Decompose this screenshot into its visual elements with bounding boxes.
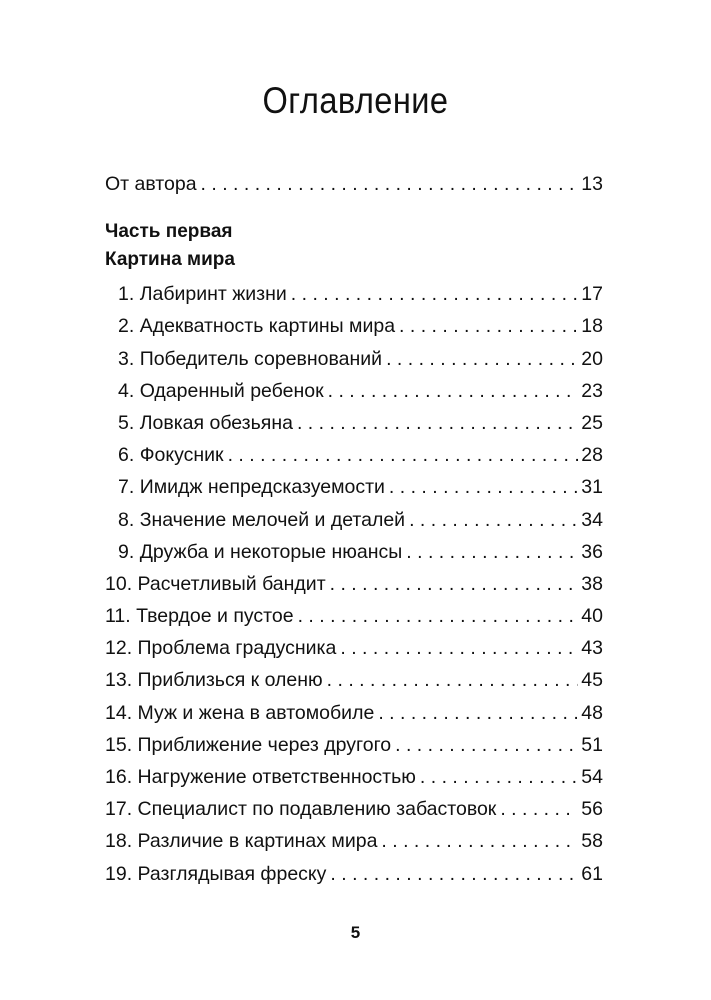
- toc-entry-intro[interactable]: [105, 168, 603, 200]
- dot-leader: [340, 632, 578, 664]
- toc-entry-title: Имидж непредсказуемости: [139, 476, 385, 499]
- dot-leader: [409, 504, 578, 536]
- toc-entry[interactable]: [105, 761, 603, 793]
- toc-entry-number: 5.: [118, 411, 135, 434]
- dot-leader: [330, 568, 579, 600]
- toc-entry-page: 51: [581, 733, 603, 756]
- toc-entry-number: 7.: [118, 476, 135, 499]
- dot-leader: [389, 471, 578, 503]
- toc-entry-page: 25: [581, 411, 603, 434]
- toc-entry[interactable]: [105, 310, 603, 342]
- toc-entry-number: 10.: [105, 572, 133, 595]
- toc-entry-page: 23: [581, 379, 603, 402]
- toc-entry-number: 17.: [105, 798, 133, 821]
- toc-entry[interactable]: [105, 729, 603, 761]
- toc-entry[interactable]: [105, 632, 603, 664]
- toc-entry-number: 6.: [118, 444, 135, 467]
- toc-entry-number: 11.: [105, 605, 131, 628]
- toc-entry[interactable]: [105, 697, 603, 729]
- toc-entry-title: Лабиринт жизни: [139, 283, 287, 306]
- toc-entry-page: 45: [581, 669, 603, 692]
- toc-entry-title: Различие в картинах мира: [137, 830, 378, 853]
- toc-entry-number: 8.: [118, 508, 135, 531]
- toc-entry[interactable]: [105, 568, 603, 600]
- page-number: 5: [350, 923, 361, 942]
- toc-entry-page: 48: [581, 701, 603, 724]
- part-name: Картина мира: [105, 249, 235, 271]
- toc-entry[interactable]: [105, 504, 603, 536]
- dot-leader: [228, 439, 579, 471]
- toc-entry-number: 12.: [105, 637, 133, 660]
- dot-leader: [330, 858, 578, 890]
- toc-entry[interactable]: [105, 664, 603, 696]
- toc-entry[interactable]: [105, 375, 603, 407]
- dot-leader: [298, 600, 579, 632]
- toc-entry-number: 13.: [105, 669, 133, 692]
- dot-leader: [420, 761, 578, 793]
- toc-entry-number: 9.: [118, 540, 135, 563]
- toc-entry-page: 18: [581, 315, 603, 338]
- toc-entry-page: 13: [581, 173, 603, 195]
- toc-entry-title: От автора: [105, 173, 197, 195]
- toc-entry-number: 19.: [105, 862, 133, 885]
- dot-leader: [201, 168, 579, 200]
- toc-entry-title: Ловкая обезьяна: [139, 411, 293, 434]
- toc-entry[interactable]: [105, 858, 603, 890]
- toc-entry-title: Проблема градусника: [137, 637, 337, 660]
- toc-entry-number: 14.: [105, 701, 133, 724]
- toc-entry-page: 34: [581, 508, 603, 531]
- chapter-list: [105, 278, 603, 890]
- toc-entry-page: 17: [581, 283, 603, 306]
- toc-entry-title: Разглядывая фреску: [137, 862, 327, 885]
- toc-entry[interactable]: [105, 278, 603, 310]
- toc-entry-page: 54: [581, 766, 603, 788]
- toc-entry-page: 28: [581, 444, 603, 467]
- toc-entry-number: 2.: [118, 315, 135, 338]
- toc-entry-title: Твердое и пустое: [136, 605, 294, 628]
- dot-leader: [386, 343, 578, 375]
- toc-entry-title: Победитель соревнований: [139, 347, 383, 370]
- part-label: Часть первая: [105, 221, 233, 243]
- toc-entry[interactable]: [105, 407, 603, 439]
- toc-entry[interactable]: [105, 536, 603, 568]
- toc-entry-title: Приближение через другого: [137, 733, 392, 756]
- toc-entry-number: 4.: [118, 379, 135, 402]
- dot-leader: [500, 793, 578, 825]
- toc-entry-title: Муж и жена в автомобиле: [137, 701, 375, 724]
- toc-entry[interactable]: [105, 825, 603, 857]
- toc-entry-page: 40: [581, 605, 603, 628]
- toc-entry-page: 20: [581, 347, 603, 370]
- toc-entry-page: 36: [581, 540, 603, 563]
- toc-entry-page: 61: [581, 862, 603, 885]
- dot-leader: [328, 375, 579, 407]
- toc-entry-number: 18.: [105, 830, 133, 853]
- page-title: Оглавление: [262, 80, 449, 121]
- toc-entry-title: Значение мелочей и деталей: [139, 508, 406, 531]
- toc-entry-number: 16.: [105, 766, 133, 788]
- toc-entry[interactable]: [105, 793, 603, 825]
- toc-entry-page: 38: [581, 572, 603, 595]
- toc-entry[interactable]: [105, 600, 603, 632]
- toc-entry-page: 58: [581, 830, 603, 853]
- toc-entry-number: 15.: [105, 733, 133, 756]
- toc-entry-title: Одаренный ребенок: [139, 379, 324, 402]
- dot-leader: [291, 278, 579, 310]
- toc-entry-number: 3.: [118, 347, 135, 370]
- dot-leader: [327, 664, 579, 696]
- toc-entry[interactable]: [105, 439, 603, 471]
- toc-entry-number: 1.: [118, 283, 135, 306]
- toc-entry[interactable]: [105, 343, 603, 375]
- dot-leader: [406, 536, 578, 568]
- dot-leader: [381, 825, 578, 857]
- toc-entry-title: Фокусник: [139, 444, 224, 467]
- dot-leader: [378, 697, 578, 729]
- toc-entry-title: Нагружение ответственностью: [137, 766, 416, 788]
- toc-entry-title: Расчетливый бандит: [137, 572, 326, 595]
- toc-entry-page: 43: [581, 637, 603, 660]
- toc-entry-title: Дружба и некоторые нюансы: [139, 540, 403, 563]
- toc-entry-title: Специалист по подавлению забастовок: [137, 798, 497, 821]
- table-of-contents: [105, 168, 603, 890]
- toc-entry[interactable]: [105, 471, 603, 503]
- dot-leader: [297, 407, 578, 439]
- toc-entry-page: 31: [581, 476, 603, 499]
- toc-entry-page: 56: [581, 798, 603, 821]
- toc-entry-title: Приблизься к оленю: [137, 669, 323, 692]
- dot-leader: [399, 310, 578, 342]
- dot-leader: [395, 729, 578, 761]
- toc-entry-title: Адекватность картины мира: [139, 315, 396, 338]
